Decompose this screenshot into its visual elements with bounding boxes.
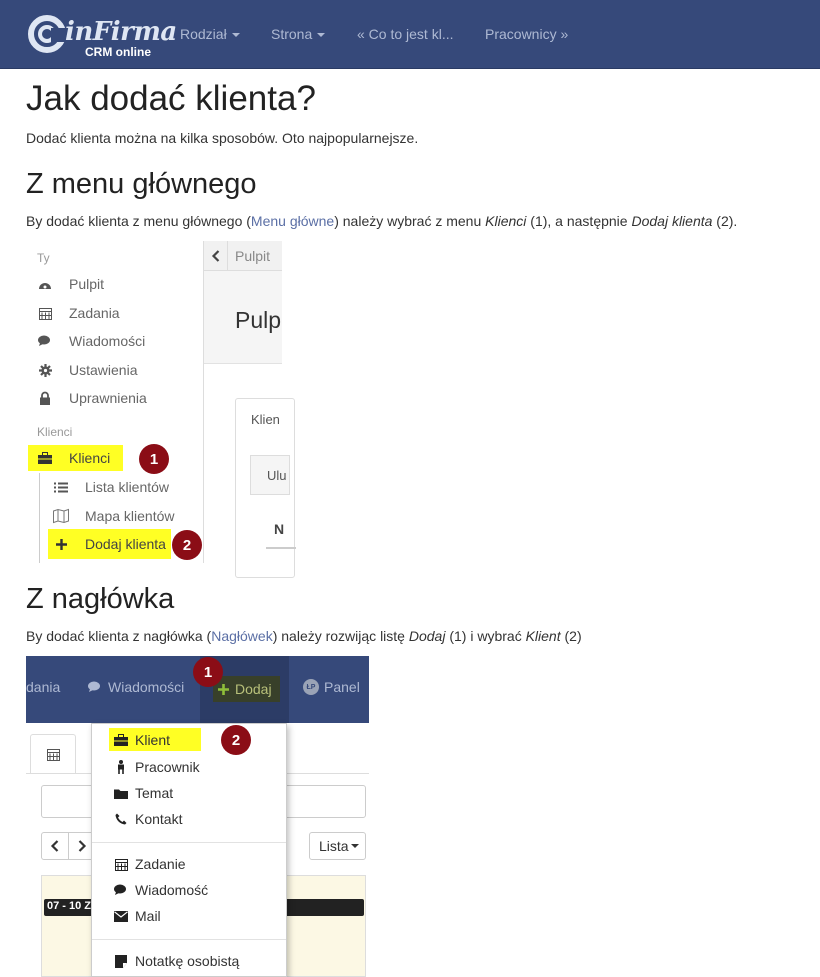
logo[interactable] bbox=[25, 8, 177, 60]
s1-text-d: (2). bbox=[712, 213, 738, 229]
logo-text: inFirma bbox=[65, 17, 177, 47]
caret-down-icon bbox=[317, 33, 325, 37]
menu-item-label: Zadanie bbox=[135, 856, 186, 872]
sidebar-item-label: Uprawnienia bbox=[69, 390, 147, 406]
menu-item-label: Klient bbox=[135, 731, 171, 748]
chevron-left-icon[interactable] bbox=[42, 833, 69, 859]
nav-strona-label: Strona bbox=[271, 26, 313, 42]
menu-item-zadanie[interactable] bbox=[114, 853, 186, 875]
menu-item-label: Pracownik bbox=[135, 759, 200, 775]
s2-text-c: (1) i wybrać bbox=[445, 628, 526, 644]
dodaj-label: Dodaj bbox=[235, 681, 272, 697]
page-header bbox=[204, 272, 282, 364]
dodaj-highlight bbox=[213, 676, 280, 702]
calendar-icon bbox=[47, 748, 60, 761]
sidebar-item-pulpit[interactable] bbox=[37, 271, 104, 297]
column-header: N bbox=[274, 521, 285, 537]
s2-em-dodaj: Dodaj bbox=[408, 628, 446, 644]
intro-text: Dodać klienta można na kilka sposobów. Oto najpopularnejsze. bbox=[26, 130, 419, 146]
menu-item-wiadomosc[interactable] bbox=[114, 879, 208, 901]
list-icon bbox=[53, 479, 69, 495]
page-title: Jak dodać klienta? bbox=[26, 79, 316, 118]
step-badge-1: 1 bbox=[139, 444, 169, 474]
map-icon bbox=[53, 508, 69, 524]
dashboard-icon bbox=[37, 276, 53, 292]
logo-subtitle: CRM online bbox=[85, 45, 151, 59]
menu-item-label: Mail bbox=[135, 908, 161, 924]
nav-prev-link[interactable]: « Co to jest kl... bbox=[357, 26, 454, 42]
s2-em-klient: Klient bbox=[525, 628, 561, 644]
sidebar-group-ty: Ty bbox=[37, 251, 50, 265]
sidebar-item-zadania[interactable] bbox=[37, 300, 120, 326]
caret-down-icon bbox=[232, 33, 240, 37]
sidebar-item-mapa-klientow[interactable] bbox=[53, 503, 175, 529]
menu-divider bbox=[92, 842, 286, 843]
sidebar-item-label: Dodaj klienta bbox=[85, 536, 166, 552]
submenu-rule bbox=[39, 473, 40, 563]
menu-item-label: Notatkę osobistą bbox=[135, 953, 240, 969]
sidebar bbox=[26, 241, 204, 563]
nav-wiadomosci[interactable] bbox=[88, 679, 184, 695]
menu-divider bbox=[92, 939, 286, 940]
sidebar-item-label: Mapa klientów bbox=[85, 508, 175, 524]
calendar-icon bbox=[114, 857, 128, 871]
step-badge-1: 1 bbox=[193, 657, 223, 687]
plus-icon bbox=[53, 536, 69, 552]
sidebar-item-label: Wiadomości bbox=[69, 333, 146, 349]
chevron-left-icon[interactable] bbox=[204, 241, 228, 271]
lista-select[interactable] bbox=[309, 832, 366, 860]
s2-text-d: (2) bbox=[560, 628, 582, 644]
naglowek-link[interactable]: Nagłówek bbox=[211, 628, 273, 644]
content-area bbox=[204, 241, 287, 563]
phone-icon bbox=[114, 812, 128, 826]
sidebar-item-label: Ustawienia bbox=[69, 362, 138, 378]
user-icon bbox=[114, 760, 128, 774]
s2-text-b: ) należy rozwijąc listę bbox=[272, 628, 409, 644]
section2-heading: Z nagłówka bbox=[26, 583, 175, 615]
content-title: Pulp bbox=[235, 307, 282, 333]
plus-icon bbox=[218, 684, 229, 695]
s1-em-dodaj: Dodaj klienta bbox=[631, 213, 713, 229]
menu-item-notatka[interactable] bbox=[114, 950, 239, 972]
sidebar-item-klienci[interactable] bbox=[28, 445, 123, 471]
folder-icon bbox=[114, 786, 128, 800]
tab-label: Ulu bbox=[267, 468, 287, 483]
step-badge-2: 2 bbox=[221, 725, 251, 755]
section1-text bbox=[26, 213, 737, 229]
sidebar-item-label: Zadania bbox=[69, 305, 120, 321]
section1-heading: Z menu głównego bbox=[26, 168, 257, 200]
sidebar-group-klienci: Klienci bbox=[37, 425, 73, 439]
step-badge-2: 2 bbox=[172, 530, 202, 560]
tab-box[interactable] bbox=[250, 455, 290, 495]
nav-strona[interactable] bbox=[271, 26, 325, 42]
panel-title: Klien bbox=[251, 412, 280, 427]
briefcase-icon bbox=[114, 733, 128, 747]
calendar-icon bbox=[37, 305, 53, 321]
menu-item-mail[interactable] bbox=[114, 905, 161, 927]
note-icon bbox=[114, 954, 128, 968]
breadcrumb-pulpit[interactable]: Pulpit bbox=[235, 248, 271, 264]
section2-text bbox=[26, 628, 582, 644]
pager-buttons[interactable] bbox=[41, 832, 95, 860]
sidebar-item-ustawienia[interactable] bbox=[37, 357, 137, 383]
avatar: ŁP bbox=[303, 679, 319, 695]
menu-item-temat[interactable] bbox=[114, 782, 173, 804]
nav-wiadomosci-label: Wiadomości bbox=[108, 679, 185, 695]
dodaj-dropdown-menu bbox=[91, 723, 287, 977]
nav-panel-label: Panel bbox=[324, 679, 360, 695]
menu-glowne-link[interactable]: Menu główne bbox=[250, 213, 335, 229]
panel bbox=[235, 398, 295, 578]
sidebar-item-label: Klienci bbox=[69, 450, 111, 466]
s2-text-a: By dodać klienta z nagłówka ( bbox=[26, 628, 212, 644]
header-bar bbox=[26, 656, 369, 723]
nav-panel[interactable] bbox=[303, 679, 360, 695]
menu-item-kontakt[interactable] bbox=[114, 808, 182, 830]
header-rule bbox=[266, 547, 296, 549]
comments-icon bbox=[114, 883, 128, 897]
content-body bbox=[204, 364, 287, 563]
lock-icon bbox=[37, 390, 53, 406]
breadcrumb bbox=[204, 241, 282, 271]
caret-down-icon bbox=[351, 844, 359, 848]
envelope-icon bbox=[114, 909, 128, 923]
lista-label: Lista bbox=[319, 838, 349, 854]
comments-icon bbox=[88, 681, 102, 693]
event-label: 07 - 10 Z bbox=[47, 900, 92, 912]
top-navbar bbox=[0, 0, 820, 69]
sidebar-item-uprawnienia[interactable] bbox=[37, 385, 147, 411]
briefcase-icon bbox=[37, 450, 53, 466]
tab-calendar[interactable] bbox=[30, 734, 76, 774]
nav-rodzial-label: Rodział bbox=[180, 26, 227, 42]
sidebar-item-label: Lista klientów bbox=[85, 479, 170, 495]
menu-item-pracownik[interactable] bbox=[114, 756, 200, 778]
menu-item-label: Kontakt bbox=[135, 811, 183, 827]
screenshot-header-dropdown bbox=[26, 656, 369, 977]
menu-item-klient[interactable] bbox=[109, 728, 201, 751]
menu-item-label: Wiadomość bbox=[135, 882, 209, 898]
sidebar-item-dodaj-klienta[interactable] bbox=[48, 529, 171, 559]
nav-next-link[interactable]: Pracownicy » bbox=[485, 26, 569, 42]
s1-em-klienci: Klienci bbox=[485, 213, 527, 229]
s1-text-b: ) należy wybrać z menu bbox=[334, 213, 486, 229]
s1-text-c: (1), a następnie bbox=[526, 213, 632, 229]
nav-rodzial[interactable] bbox=[180, 26, 240, 42]
comments-icon bbox=[37, 333, 53, 349]
sidebar-item-wiadomosci[interactable] bbox=[37, 328, 145, 354]
menu-item-label: Temat bbox=[135, 785, 174, 801]
gear-icon bbox=[37, 362, 53, 378]
nav-zadania-partial[interactable]: dania bbox=[26, 679, 61, 695]
s1-text-a: By dodać klienta z menu głównego ( bbox=[26, 213, 251, 229]
sidebar-item-lista-klientow[interactable] bbox=[53, 474, 169, 500]
screenshot-main-menu bbox=[26, 241, 287, 563]
sidebar-item-label: Pulpit bbox=[69, 276, 105, 292]
